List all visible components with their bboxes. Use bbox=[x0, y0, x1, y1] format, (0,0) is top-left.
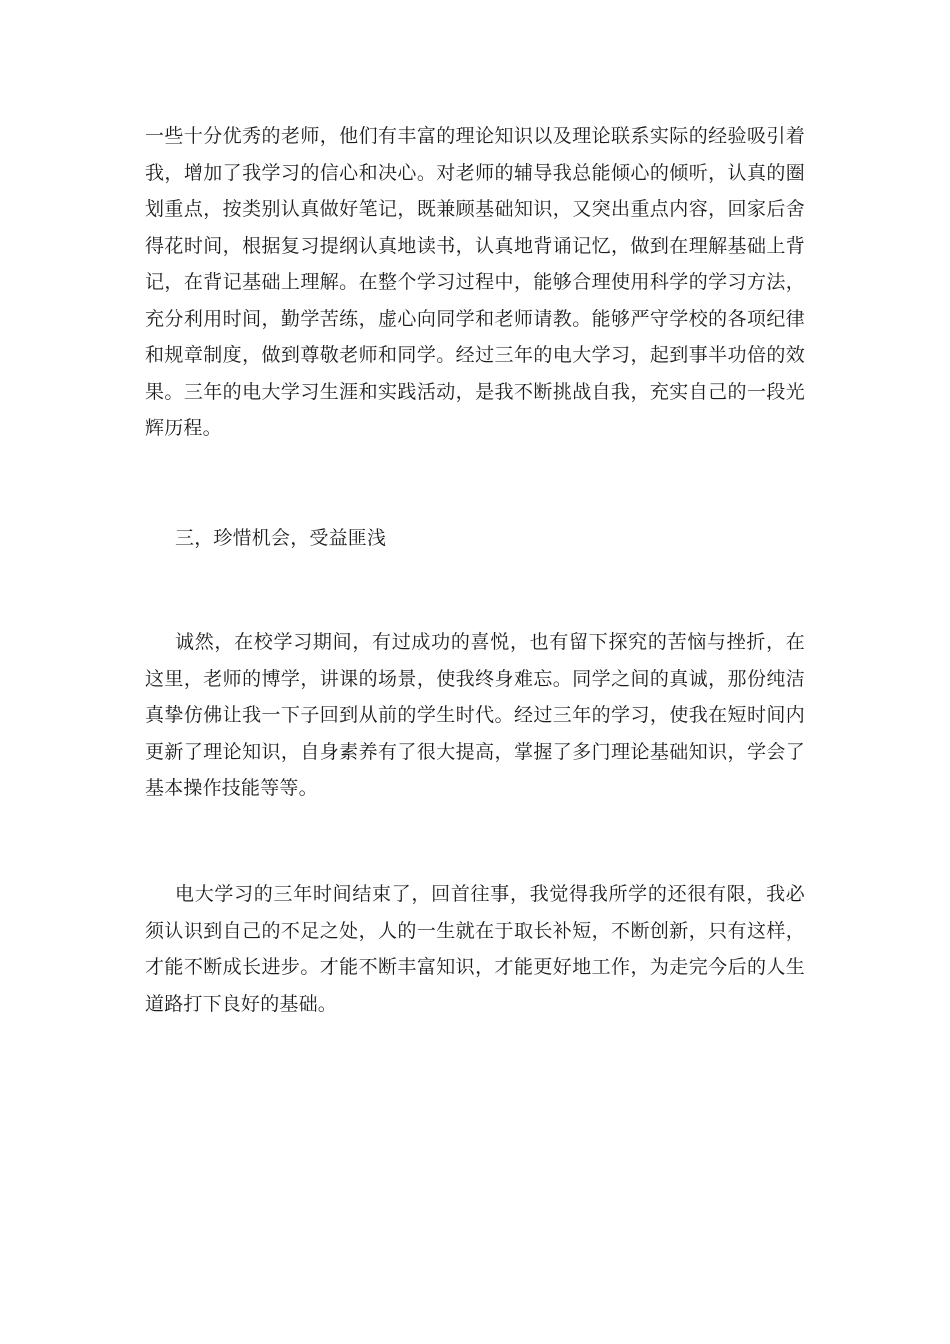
section-heading: 三，珍惜机会，受益匪浅 bbox=[175, 527, 387, 549]
body-paragraph: 一些十分优秀的老师，他们有丰富的理论知识以及理论联系实际的经验吸引着我，增加了我学习的信心和决心。对老师的辅导我总能倾心的倾听，认真的圈划重点，按类别认真做好笔记，既兼顾基础知识，又突出重点内容，回家后舍得花时间，根据复习提纲认真地读书，认真地背诵记忆，做到在理解基础上背记，在背记基础上理解。在整个学习过程中，能够合理使用科学的学习方法，充分利用时间，勤学苦练，虚心向同学和老师请教。能够严守学校的各项纪律和规章制度，做到尊敬老师和同学。经过三年的电大学习，起到事半功倍的效果。三年的电大学习生涯和实践活动，是我不断挑战自我，充实自己的一段光辉历程。 bbox=[145, 125, 805, 439]
body-paragraph: 诚然，在校学习期间，有过成功的喜悦，也有留下探究的苦恼与挫折，在这里，老师的博学，讲课的场景，使我终身难忘。同学之间的真诚，那份纯洁真挚仿佛让我一下子回到从前的学生时代。经过三年的学习，使我在短时间内更新了理论知识，自身素养有了很大提高，掌握了多门理论基础知识，学会了基本操作技能等等。 bbox=[145, 631, 805, 799]
body-paragraph: 电大学习的三年时间结束了，回首往事，我觉得我所学的还很有限，我必须认识到自己的不足之处，人的一生就在于取长补短，不断创新，只有这样，才能不断成长进步。才能不断丰富知识，才能更好地工作，为走完今后的人生道路打下良好的基础。 bbox=[145, 883, 805, 1015]
